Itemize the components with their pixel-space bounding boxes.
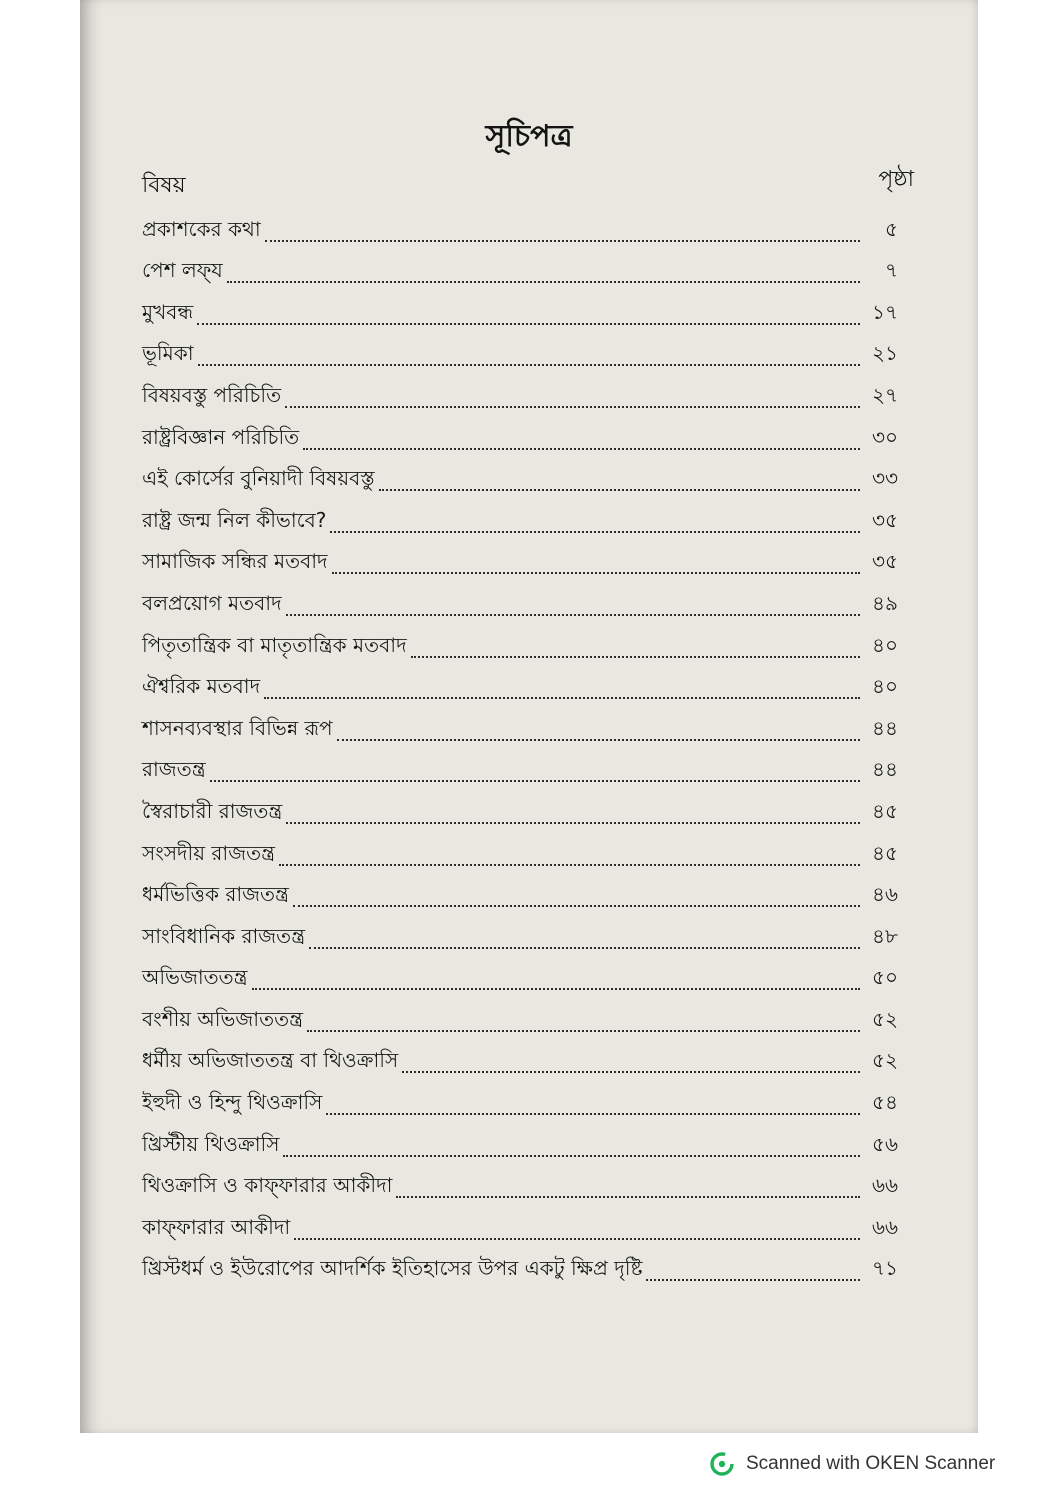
toc-entry — [142, 539, 898, 581]
toc-entry — [142, 248, 898, 290]
toc-entry-page-number: ৪৬ — [872, 882, 898, 907]
dot-leader — [265, 240, 860, 242]
toc-entry-page-number: ৭ — [884, 258, 898, 283]
toc-entry-page-number: ৪৯ — [872, 590, 898, 615]
toc-entry-label: সাংবিধানিক রাজতন্ত্র — [142, 923, 306, 948]
toc-entry-label: স্বৈরাচারী রাজতন্ত্র — [142, 798, 283, 823]
toc-entry-page-number: ২১ — [872, 341, 898, 366]
dot-leader — [264, 697, 860, 699]
toc-title: সূচিপত্র — [485, 119, 573, 154]
toc-entry-page-number: ৫২ — [872, 1006, 898, 1031]
toc-entry-label: মুখবন্ধ — [142, 299, 194, 324]
dot-leader — [309, 947, 860, 949]
toc-entry-page-number: ৩৩ — [871, 466, 898, 491]
toc-entry — [142, 1079, 898, 1121]
oken-scanner-logo-icon — [710, 1452, 734, 1476]
toc-entry — [142, 414, 898, 456]
toc-entry — [142, 872, 898, 914]
toc-entry — [142, 788, 898, 830]
dot-leader — [646, 1279, 860, 1281]
toc-entry-page-number: ১৭ — [872, 299, 898, 324]
toc-entry-label: ধর্মীয় অভিজাততন্ত্র বা থিওক্রাসি — [142, 1048, 399, 1073]
scanner-watermark-text: Scanned with OKEN Scanner — [746, 1453, 996, 1474]
dot-leader — [197, 323, 860, 325]
toc-entry-label: ঐশ্বরিক মতবাদ — [142, 674, 261, 699]
toc-entry — [142, 1121, 898, 1163]
toc-entry — [142, 580, 898, 622]
toc-entry-page-number: ৩৫ — [872, 507, 898, 532]
dot-leader — [332, 572, 860, 574]
dot-leader — [210, 780, 860, 782]
toc-entry-label: বলপ্রয়োগ মতবাদ — [142, 590, 282, 615]
dot-leader — [307, 1030, 860, 1032]
toc-entry-page-number: ৪৪ — [872, 757, 898, 782]
toc-entry — [142, 622, 898, 664]
toc-entry — [142, 1163, 898, 1205]
dot-leader — [286, 614, 860, 616]
toc-entry — [142, 289, 898, 331]
toc-entry — [142, 913, 898, 955]
toc-entry — [142, 996, 898, 1038]
toc-entry — [142, 664, 898, 706]
toc-entry-label: কাফ্ফারার আকীদা — [142, 1214, 291, 1239]
toc-entry-page-number: ৫৪ — [872, 1090, 898, 1115]
dot-leader — [411, 656, 860, 658]
toc-entry-page-number: ৪৫ — [872, 840, 898, 865]
toc-entry-list — [142, 206, 898, 1287]
toc-entry — [142, 1246, 898, 1288]
toc-entry-label: পিতৃতান্ত্রিক বা মাতৃতান্ত্রিক মতবাদ — [142, 632, 407, 657]
toc-entry — [142, 372, 898, 414]
toc-entry-page-number: ৪৫ — [872, 798, 898, 823]
toc-entry — [142, 456, 898, 498]
toc-entry-label: ধর্মভিত্তিক রাজতন্ত্র — [142, 882, 289, 907]
dot-leader — [283, 1155, 860, 1157]
toc-entry-label: ভূমিকা — [142, 341, 194, 366]
toc-entry-page-number: ৩০ — [871, 424, 898, 449]
toc-entry-label: সামাজিক সন্ধির মতবাদ — [142, 549, 328, 574]
toc-entry — [142, 1038, 898, 1080]
dot-leader — [285, 406, 860, 408]
toc-entry-page-number: ৪৮ — [872, 923, 898, 948]
toc-entry-label: পেশ লফ্‌য — [142, 258, 223, 283]
toc-entry — [142, 955, 898, 997]
toc-entry — [142, 830, 898, 872]
scanner-watermark — [710, 1447, 995, 1481]
toc-entry-page-number: ৩৫ — [872, 549, 898, 574]
toc-entry-page-number: ৫ — [885, 216, 898, 241]
toc-entry-page-number: ৫৬ — [872, 1131, 898, 1156]
toc-entry-page-number: ৬৬ — [871, 1214, 898, 1239]
toc-entry — [142, 1204, 898, 1246]
dot-leader — [379, 489, 860, 491]
toc-entry — [142, 497, 898, 539]
dot-leader — [294, 1238, 860, 1240]
toc-entry-label: খ্রিস্টীয় থিওক্রাসি — [142, 1131, 280, 1156]
toc-entry-label: শাসনব্যবস্থার বিভিন্ন রূপ — [142, 715, 333, 740]
toc-entry-page-number: ৬৬ — [871, 1173, 898, 1198]
toc-entry — [142, 747, 898, 789]
toc-entry-page-number: ২৭ — [871, 382, 898, 407]
toc-entry — [142, 206, 898, 248]
toc-entry-label: থিওক্রাসি ও কাফ্ফারার আকীদা — [142, 1173, 393, 1198]
dot-leader — [293, 905, 860, 907]
toc-entry-label: অভিজাততন্ত্র — [142, 965, 248, 990]
dot-leader — [286, 822, 860, 824]
toc-entry-label: সংসদীয় রাজতন্ত্র — [142, 840, 275, 865]
toc-entry-page-number: ৪০ — [872, 674, 898, 699]
toc-entry-label: রাজতন্ত্র — [142, 757, 206, 782]
dot-leader — [330, 531, 860, 533]
toc-entry-label: এই কোর্সের বুনিয়াদী বিষয়বস্তু — [142, 466, 375, 491]
dot-leader — [337, 739, 860, 741]
dot-leader — [252, 988, 860, 990]
toc-entry-label: বিষয়বস্তু পরিচিতি — [142, 382, 282, 407]
toc-entry — [142, 331, 898, 373]
toc-entry-label: রাষ্ট্র জন্ম নিল কীভাবে? — [142, 507, 327, 532]
dot-leader — [303, 448, 860, 450]
book-page — [80, 0, 978, 1433]
toc-entry — [142, 705, 898, 747]
column-header-page: পৃষ্ঠা — [878, 167, 914, 192]
toc-entry-label: বংশীয় অভিজাততন্ত্র — [142, 1006, 303, 1031]
toc-entry-page-number: ৪৪ — [872, 715, 898, 740]
dot-leader — [279, 864, 860, 866]
toc-entry-page-number: ৪০ — [872, 632, 898, 657]
dot-leader — [198, 364, 860, 366]
toc-entry-label: ইহুদী ও হিন্দু থিওক্রাসি — [142, 1090, 323, 1115]
toc-entry-label: প্রকাশকের কথা — [142, 216, 261, 241]
toc-entry-label: রাষ্ট্রবিজ্ঞান পরিচিতি — [142, 424, 300, 449]
dot-leader — [396, 1196, 860, 1198]
dot-leader — [402, 1071, 860, 1073]
toc-entry-page-number: ৫০ — [872, 965, 898, 990]
toc-entry-label: খ্রিস্টধর্ম ও ইউরোপের আদর্শিক ইতিহাসের উপর একটু ক্ষিপ্র দৃষ্টি — [142, 1256, 643, 1281]
toc-entry-page-number: ৭১ — [872, 1256, 898, 1281]
toc-entry-page-number: ৫২ — [872, 1048, 898, 1073]
dot-leader — [227, 281, 860, 283]
column-header-topic: বিষয় — [142, 173, 186, 198]
dot-leader — [326, 1113, 860, 1115]
